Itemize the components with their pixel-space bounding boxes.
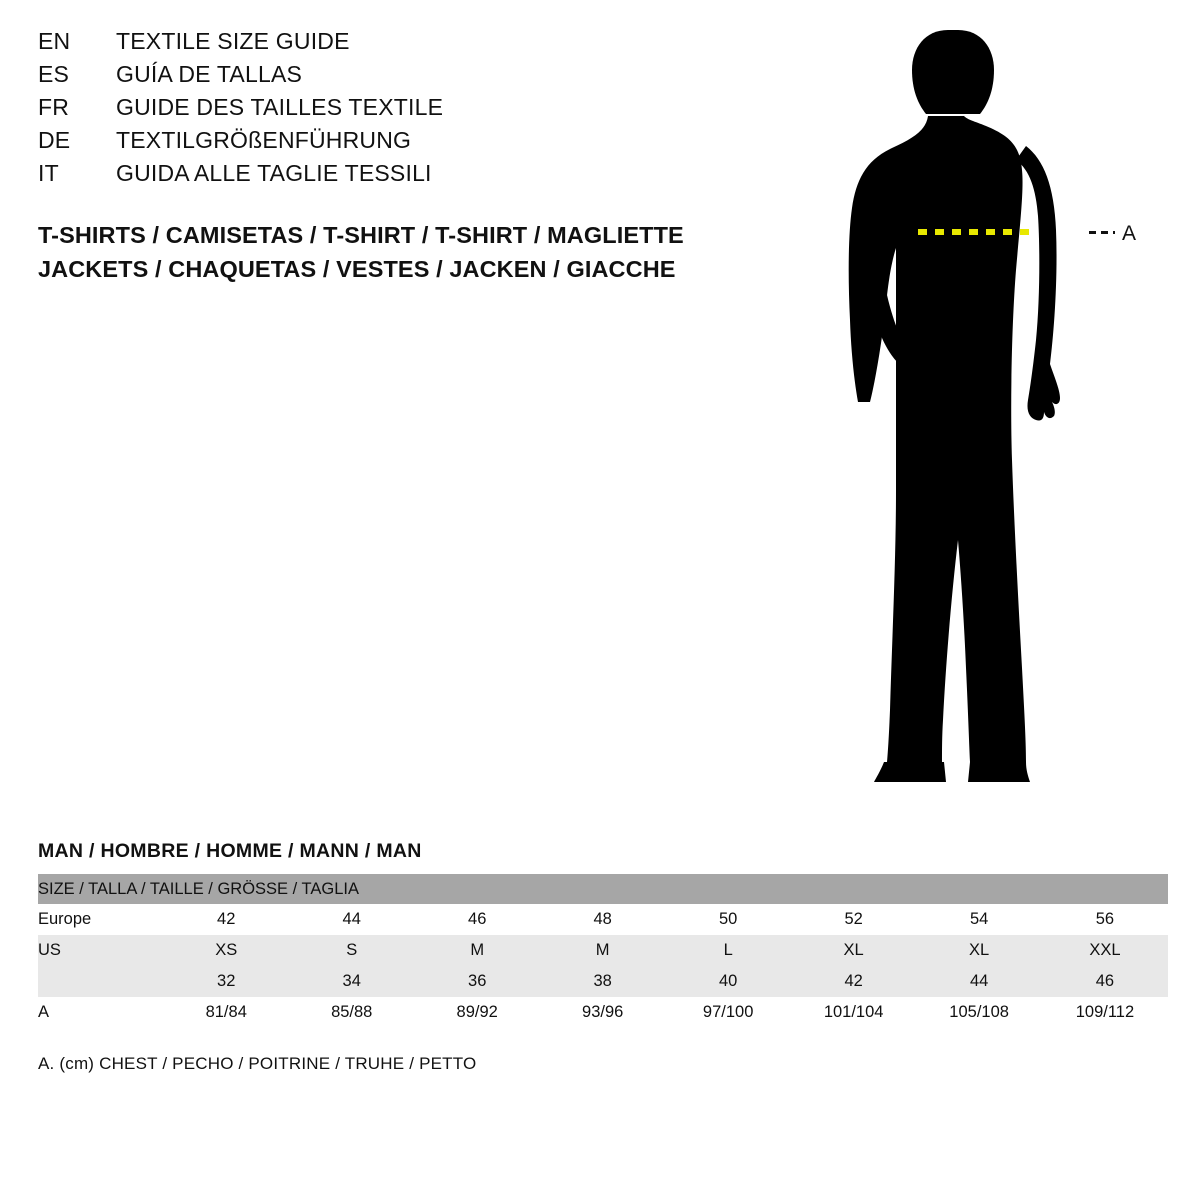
- row-label: US: [38, 935, 163, 966]
- table-header-label: SIZE / TALLA / TAILLE / GRÖSSE / TAGLIA: [38, 874, 1168, 904]
- cell: 34: [289, 966, 414, 997]
- language-code: DE: [38, 127, 71, 153]
- cell: 56: [1042, 904, 1168, 935]
- language-code: FR: [38, 94, 70, 120]
- table-row: [38, 935, 1168, 966]
- silhouette-head: [912, 30, 994, 114]
- language-code: IT: [38, 160, 59, 186]
- language-code: ES: [38, 61, 70, 87]
- cell: XL: [791, 935, 916, 966]
- category-jackets: JACKETS / CHAQUETAS / VESTES / JACKEN / GIACCHE: [38, 256, 676, 282]
- cell: 101/104: [791, 997, 916, 1028]
- body-silhouette-figure: [830, 20, 1170, 800]
- cell: 32: [163, 966, 288, 997]
- silhouette-arm-right: [1016, 146, 1060, 421]
- cell: XS: [163, 935, 288, 966]
- cell: 36: [414, 966, 539, 997]
- cell: 81/84: [163, 997, 288, 1028]
- cell: 42: [791, 966, 916, 997]
- language-title: GUÍA DE TALLAS: [116, 61, 303, 87]
- table-row: [38, 966, 1168, 997]
- garment-category-list: [38, 218, 798, 286]
- cell: M: [540, 935, 665, 966]
- silhouette-foot-right: [968, 762, 1030, 782]
- size-table-section: [38, 840, 1168, 1074]
- language-title: TEXTILGRÖßENFÜHRUNG: [116, 127, 412, 153]
- category-tshirts: T-SHIRTS / CAMISETAS / T-SHIRT / T-SHIRT / MAGLIETTE: [38, 222, 684, 248]
- cell: 46: [1042, 966, 1168, 997]
- cell: L: [665, 935, 790, 966]
- cell: 52: [791, 904, 916, 935]
- language-row: [38, 94, 758, 127]
- cell: 44: [289, 904, 414, 935]
- silhouette-foot-left: [874, 762, 946, 782]
- language-title: TEXTILE SIZE GUIDE: [116, 28, 350, 54]
- language-row: [38, 127, 758, 160]
- language-row: [38, 160, 758, 193]
- table-gender-title: MAN / HOMBRE / HOMME / MANN / MAN: [38, 840, 422, 862]
- cell: 85/88: [289, 997, 414, 1028]
- language-title: GUIDA ALLE TAGLIE TESSILI: [116, 160, 432, 186]
- cell: 97/100: [665, 997, 790, 1028]
- cell: 93/96: [540, 997, 665, 1028]
- cell: 48: [540, 904, 665, 935]
- language-title: GUIDE DES TAILLES TEXTILE: [116, 94, 444, 120]
- cell: 44: [916, 966, 1041, 997]
- cell: S: [289, 935, 414, 966]
- language-code: EN: [38, 28, 71, 54]
- silhouette-svg: [830, 20, 1170, 800]
- cell: XL: [916, 935, 1041, 966]
- row-label: [38, 966, 163, 997]
- cell: M: [414, 935, 539, 966]
- cell: 105/108: [916, 997, 1041, 1028]
- cell: 54: [916, 904, 1041, 935]
- measure-leader-dashes: [1089, 231, 1115, 234]
- row-label: Europe: [38, 904, 163, 935]
- size-table: [38, 874, 1168, 1028]
- cell: 50: [665, 904, 790, 935]
- row-label: A: [38, 997, 163, 1028]
- measure-label-a: A: [1122, 222, 1137, 245]
- language-title-list: [38, 28, 758, 193]
- table-row: [38, 904, 1168, 935]
- cell: 38: [540, 966, 665, 997]
- cell: 42: [163, 904, 288, 935]
- language-row: [38, 28, 758, 61]
- cell: 46: [414, 904, 539, 935]
- cell: XXL: [1042, 935, 1168, 966]
- cell: 89/92: [414, 997, 539, 1028]
- table-row: [38, 997, 1168, 1028]
- cell: 109/112: [1042, 997, 1168, 1028]
- cell: 40: [665, 966, 790, 997]
- table-header-row: [38, 874, 1168, 904]
- table-footnote: A. (cm) CHEST / PECHO / POITRINE / TRUHE / PETTO: [38, 1054, 477, 1073]
- language-row: [38, 61, 758, 94]
